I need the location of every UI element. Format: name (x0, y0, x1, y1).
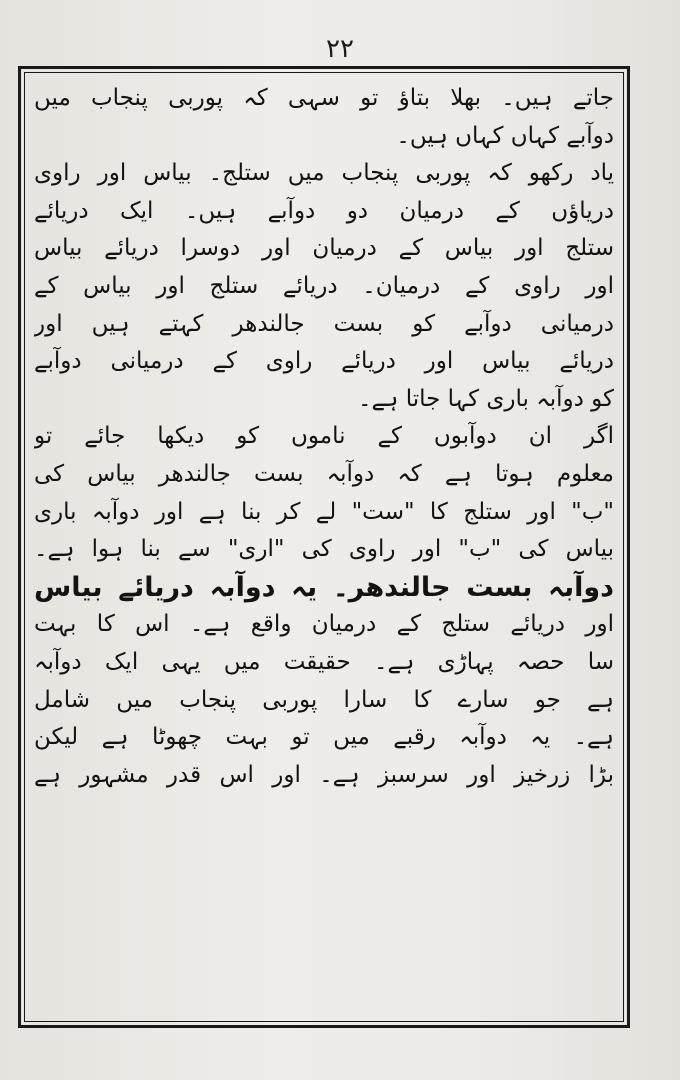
section-heading-line: دوآبہ بست جالندھر۔ یہ دوآبہ دریائے بیاس (34, 571, 614, 603)
text-line-10: اگر ان دوآبوں کے ناموں کو دیکھا جائے تو (34, 423, 614, 450)
text-line-19: بڑا زرخیز اور سرسبز ہے۔ اور اس قدر مشہور ہے (34, 761, 614, 788)
text-line-7: درمیانی دوآبے کو بست جالندھر کہتے ہیں اور (34, 310, 614, 337)
text-line-8: دریائے بیاس اور دریائے راوی کے درمیانی دوآبے (34, 348, 614, 375)
text-line-13: بیاس کی "ب" اور راوی کی "اری" سے بنا ہوا ہے۔ (34, 536, 614, 563)
text-line-18: ہے۔ یہ دوآبہ رقبے میں تو بہت چھوٹا ہے لیکن (34, 724, 614, 751)
text-line-4: دریاؤں کے درمیان دو دوآبے ہیں۔ ایک دریائے (34, 197, 614, 224)
text-line-17: ہے جو سارے کا سارا پوربی پنجاب میں شامل (34, 686, 614, 713)
text-line-3: یاد رکھو کہ پوربی پنجاب میں ستلج۔ بیاس اور راوی (34, 160, 614, 187)
text-line-1: جاتے ہیں۔ بھلا بتاؤ تو سہی کہ پوربی پنجاب میں (34, 85, 614, 111)
text-line-2: دوآبے کہاں کہاں ہیں۔ (396, 122, 614, 149)
body-text (34, 80, 614, 794)
text-line-15: اور دریائے ستلج کے درمیان واقع ہے۔ اس کا بہت (34, 611, 614, 638)
text-line-16: سا حصہ پہاڑی ہے۔ حقیقت میں یہی ایک دوآبہ (34, 648, 614, 675)
text-line-12: "ب" اور ستلج کا "ست" لے کر بنا ہے اور دوآبہ باری (34, 498, 614, 525)
text-line-9: کو دوآبہ باری کہا جاتا ہے۔ (357, 385, 614, 412)
text-line-11: معلوم ہوتا ہے کہ دوآبہ بست جالندھر بیاس کی (34, 460, 614, 487)
page-number: ۲۲ (326, 34, 354, 64)
text-line-6: اور راوی کے درمیان۔ دریائے ستلج اور بیاس کے (34, 272, 614, 299)
text-line-5: ستلج اور بیاس کے درمیان اور دوسرا دریائے بیاس (34, 235, 614, 262)
